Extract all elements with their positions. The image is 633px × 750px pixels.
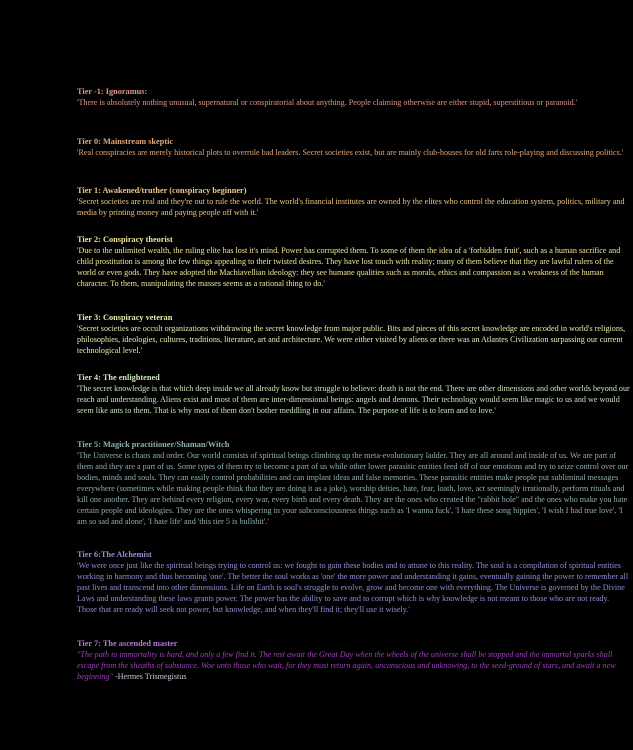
- tier-title: Tier 4: The enlightened: [77, 373, 160, 382]
- tier-conspiracy-theorist: [77, 234, 630, 289]
- tier-ascended-master: [77, 638, 630, 682]
- tier-the-alchemist: [77, 549, 630, 615]
- tier-conspiracy-veteran: [77, 312, 630, 356]
- hermes-quote: "The path to immortality is hard, and only a few find it. The rest await the Great Day when the wheels of the universe shall be stopped and the immortal sparks shall escape from the sheaths of substance. Woe unto those who wait, for they must return again, unconscious and unknowing, to the seed-ground of stars, and await a new beginning": [77, 650, 616, 681]
- tier-description: 'There is absolutely nothing unusual, supernatural or conspiratorial about anything. People claiming otherwise are either stupid, superstitious or paranoid.': [77, 98, 578, 107]
- tier-title: Tier 5: Magick practitioner/Shaman/Witch: [77, 440, 230, 449]
- tier-description: 'Secret societies are real and they're out to rule the world. The world's financial institutes are owned by the elites who control the education system, politics, military and media by printing money and paying people off with it.': [77, 197, 625, 217]
- tier-description: 'Real conspiracies are merely historical plots to overrule bad leaders. Secret societies exist, but are mainly club-houses for old farts role-playing and discussing politics.': [77, 148, 624, 157]
- tier-title: Tier 6:The Alchemist: [77, 550, 152, 559]
- tier-description: 'Secret societies are occult organizations withdrawing the secret knowledge from major public. Bits and pieces of this secret knowledge are encoded in world's religions, philosophies, ideologies, cultures, traditions, literature, art and architecture. We were either visited by aliens or there was an Atlantes Civilization surpassing our current technological level.': [77, 324, 626, 355]
- tier-description: 'The secret knowledge is that which deep inside we all already know but struggle to believe: death is not the end. There are other dimensions and other worlds beyond our reach and understanding. Aliens exist and most of them are inter-dimensional beings: angels and demons. Their technology would seem like magic to us and we would seem like ants to them. That is why most of them don't bother meddling in our affairs. The purpose of life is to learn and to love.': [77, 384, 630, 415]
- tier-title: Tier 3: Conspiracy veteran: [77, 313, 173, 322]
- tier-title: Tier 7: The ascended master: [77, 639, 178, 648]
- tier-description: 'The Universe is chaos and order. Our world consists of spiritual beings climbing up the meta-evolutionary ladder. They are all around and inside of us. We are part of them and they are a part of us. Some types of them try to become a part of us while other lower parasitic entities feed off of our emotions and try to seize control over our bodies, minds and souls. They can easily control probabilities and can implant ideas and false memories. These parasitic entities make people put subliminal messages everywhere (sometimes while making people think that they are doing it as a joke), worship deities, hate, fear, loath, love, act seemingly irrationally, perform rituals and kill one another. They are behind every religion, every war, every birth and every death. They are the ones who created the "rabbit hole" and the ones who make you hate certain people and ideologies. They are the ones whispering in your subconsciousness things such as 'I wanna fuck', 'I hate these song hippies', 'I wish I had true love', 'I am so sad and alone', 'I hate life' and 'this tier 5 is bullshit'.': [77, 451, 629, 526]
- tier-title: Tier 1: Awakened/truther (conspiracy beginner): [77, 186, 247, 195]
- tier-description: 'Due to the unlimited wealth, the ruling elite has lost it's mind. Power has corrupted them. To some of them the idea of a 'forbidden fruit', such as a human sacrifice and child prostitution is among the few things appealing to their twisted desires. They have lost touch with reality; many of them believe that they are lawful rulers of the world or even gods. They have adopted the Machiavellian ideology: they see humane qualities such as morals, ethics and compassion as a weakness of the human character. To them, manipulating the masses seems as a rational thing to do.': [77, 246, 621, 288]
- tier-magick-practitioner: [77, 439, 630, 527]
- tier-ignoramus: [77, 86, 630, 108]
- tier-mainstream-skeptic: [77, 136, 630, 158]
- tier-quote-block: [77, 649, 630, 682]
- tier-awakened-truther: [77, 185, 630, 218]
- tier-title: Tier 2: Conspiracy theorist: [77, 235, 173, 244]
- tier-title: Tier -1: Ignoramus:: [77, 87, 148, 96]
- tier-the-enlightened: [77, 372, 630, 416]
- tier-description: 'We were once just like the spiritual beings trying to control us: we fought to gain these bodies and to attune to this reality. The soul is a compilation of spiritual entities working in harmony and thus becoming 'one'. The better the soul works as 'one' the more power and understanding it gains, eventually gaining the power to remember all past lives and transcend into other dimensions. Life on Earth is soul's struggle to evolve, grow and become one with everything. The Universe is governed by the Divine Laws and understanding these laws grants power. The power has the ability to save and to corrupt which is why knowledge is not meant to those who are not ready. Those that are ready will seek not power, but knowledge, and when they'll find it; they'll use it wisely.': [77, 561, 629, 614]
- quote-attribution: -Hermes Trismegistus: [112, 672, 187, 681]
- tier-title: Tier 0: Mainstream skeptic: [77, 137, 174, 146]
